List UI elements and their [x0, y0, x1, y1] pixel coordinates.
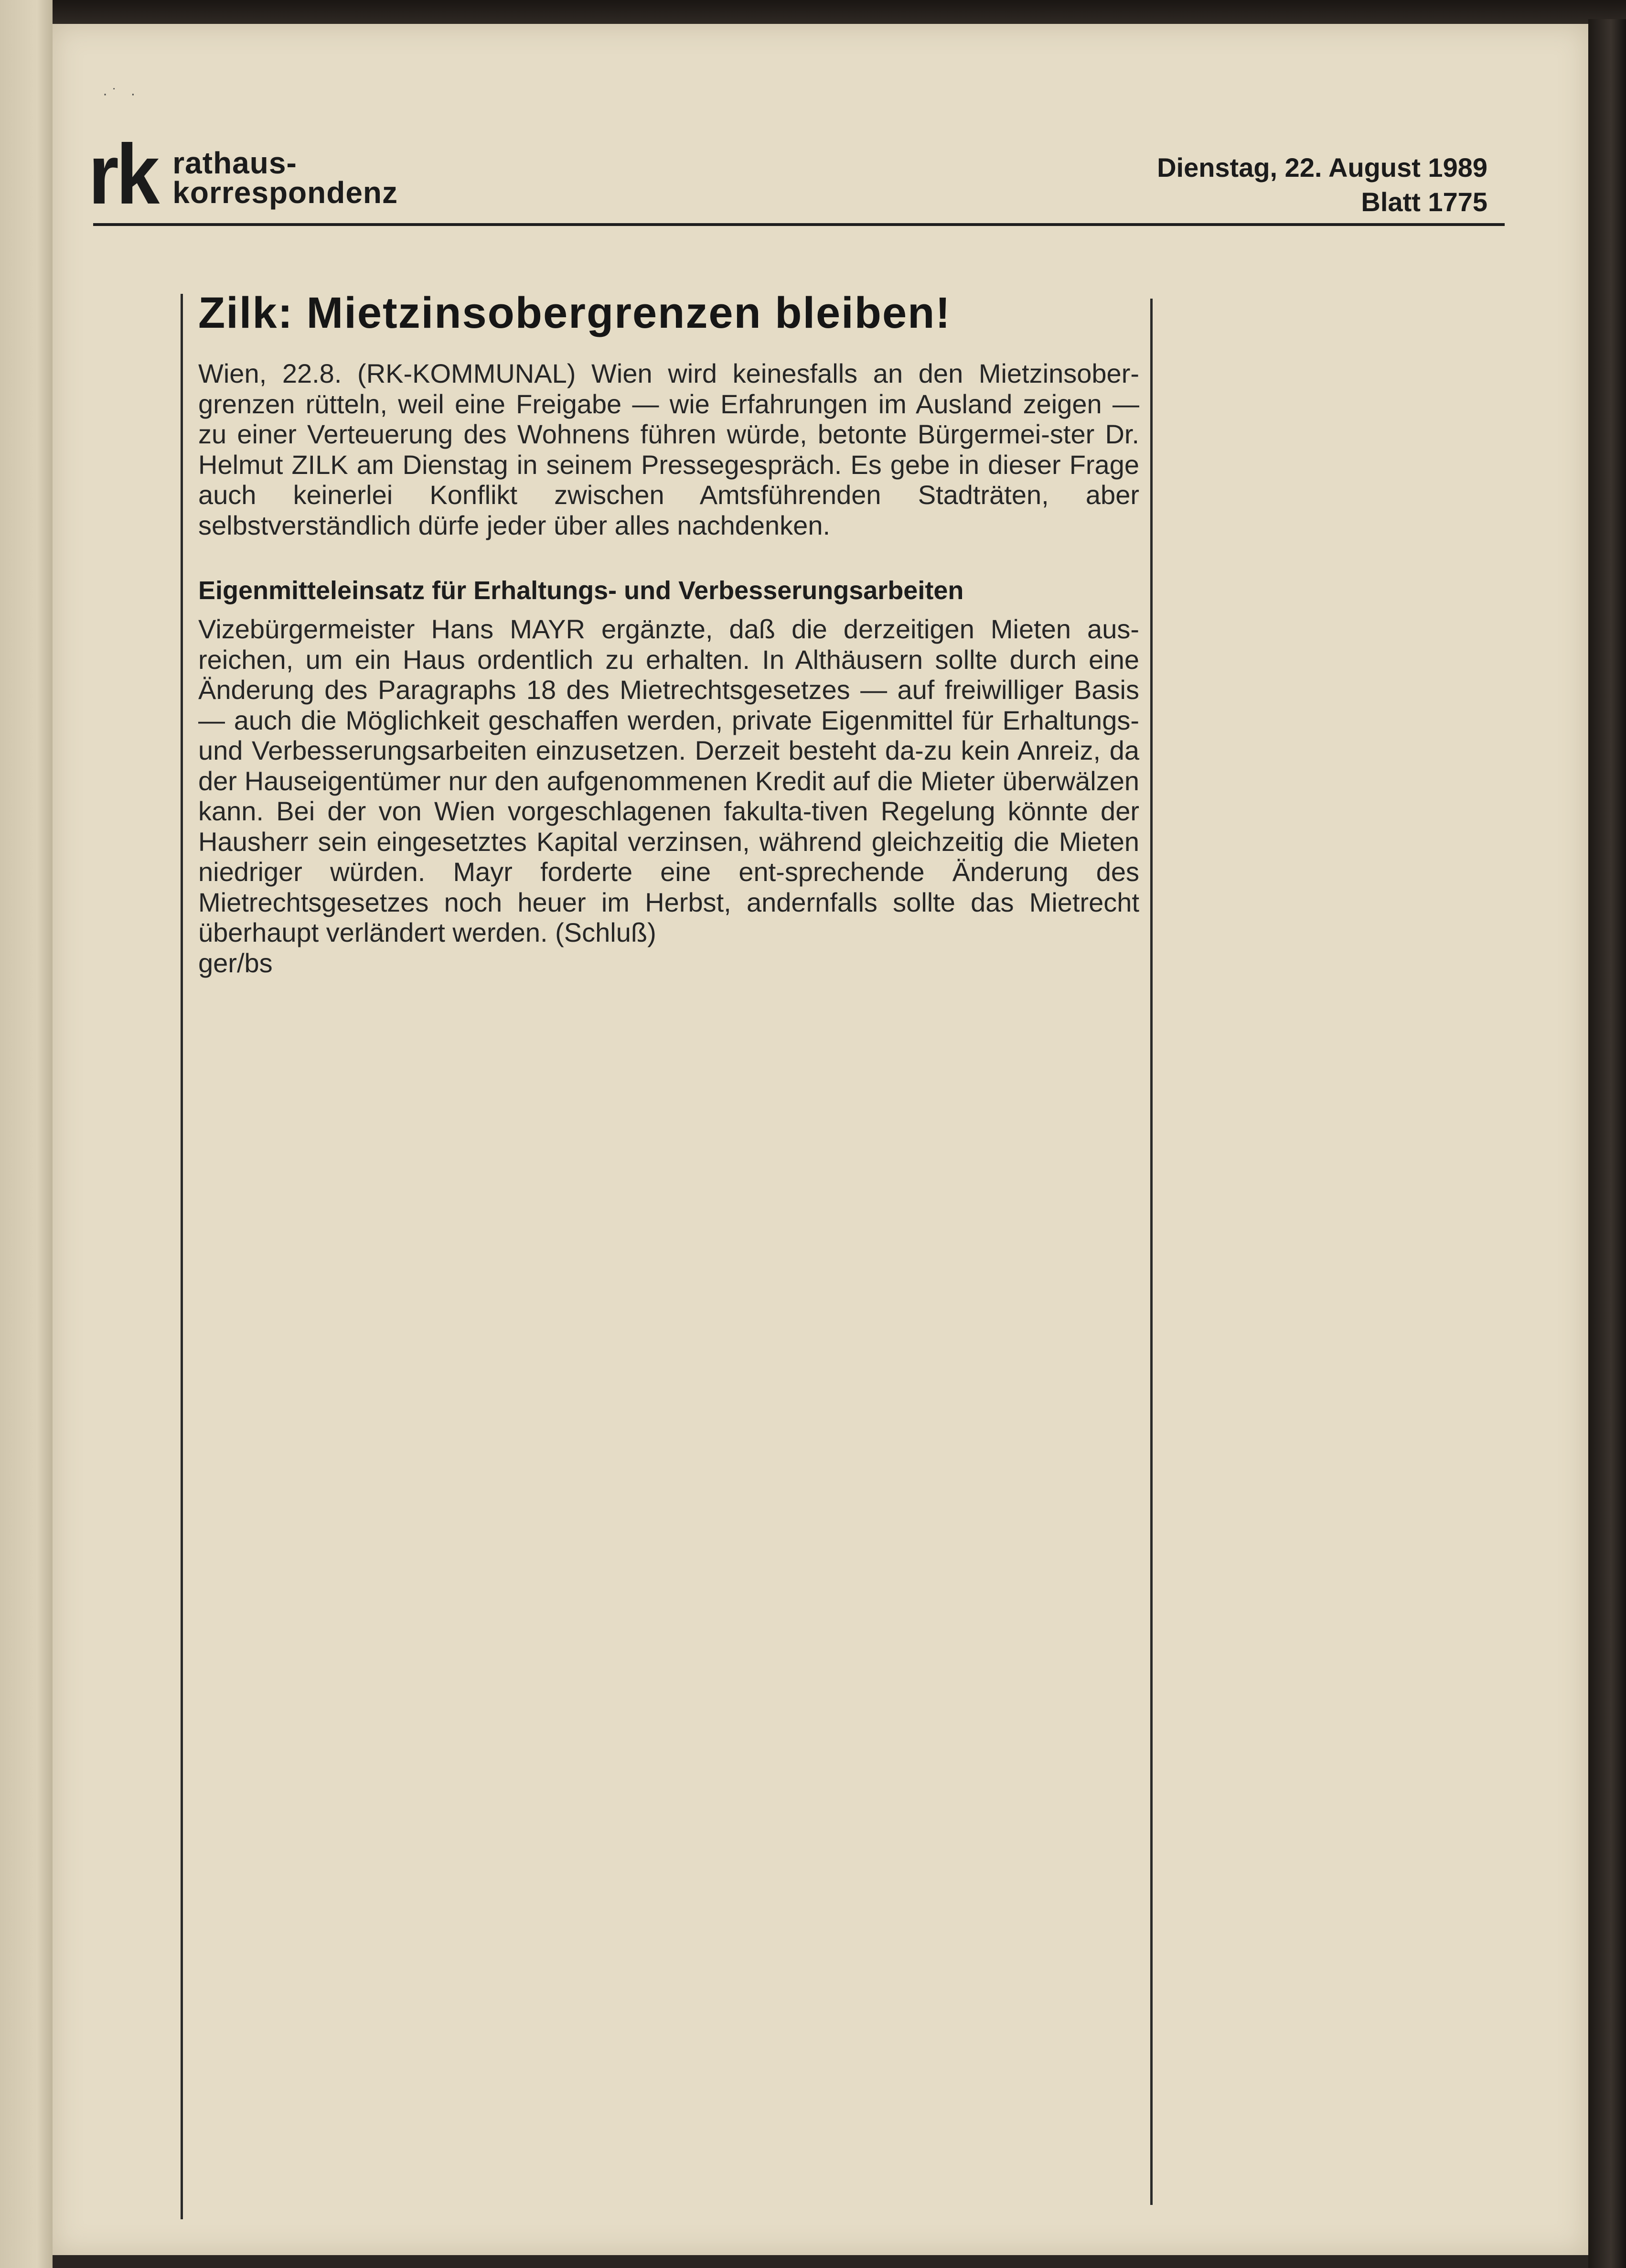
ink-specks: ·˙ ·	[103, 86, 140, 102]
article-subheading: Eigenmitteleinsatz für Erhaltungs- und Verbesserungsarbeiten	[198, 576, 964, 605]
column-rule-right	[1150, 299, 1153, 2205]
header-rule	[93, 223, 1505, 226]
logo-line-1: rathaus-	[172, 146, 297, 180]
article-headline: Zilk: Mietzinsobergrenzen bleiben!	[198, 289, 951, 337]
issue-date: Dienstag, 22. August 1989	[1157, 152, 1487, 183]
logo-mark: rk	[88, 127, 157, 222]
logo-wordmark	[172, 146, 398, 210]
header-meta	[1157, 150, 1487, 219]
article-signature: ger/bs	[198, 947, 273, 978]
logo-line-2: korrespondenz	[172, 175, 398, 210]
article	[198, 287, 1139, 978]
scan-top-border	[0, 0, 1626, 24]
column-rule-left	[181, 294, 183, 2219]
article-paragraph-2: Vizebürgermeister Hans MAYR ergänzte, daß die derzeitigen Mieten aus-reichen, um ein Haus ordentlich zu erhalten. In Althäusern sollte durch eine Änderung des Paragraphs 18 des Mietrechtsgesetzes — auf freiwilliger Basis — auch die Möglichkeit geschaffen werden, private Eigenmittel für Erhaltungs- und Verbesserungsarbeiten einzusetzen. Derzeit besteht da-zu kein Anreiz, da der Hauseigentümer nur den aufgenommenen Kredit auf die Mieter überwälzen kann. Bei der von Wien vorgeschlagenen fakulta-tiven Regelung könnte der Hausherr sein eingesetztes Kapital verzinsen, während gleichzeitig die Mieten niedriger würden. Mayr forderte eine ent-sprechende Änderung des Mietrechtsgesetzes noch heuer im Herbst, andernfalls sollte das Mietrecht überhaupt verländert werden. (Schluß)	[198, 614, 1139, 947]
scan-left-margin	[0, 0, 53, 2268]
article-paragraph-1: Wien, 22.8. (RK-KOMMUNAL) Wien wird keinesfalls an den Mietzinsober-grenzen rütteln, weil eine Freigabe — wie Erfahrungen im Ausland zeigen — zu einer Verteuerung des Wohnens führen würde, betonte Bürgermei-ster Dr. Helmut ZILK am Dienstag in seinem Pressegespräch. Es gebe in dieser Frage auch keinerlei Konflikt zwischen Amtsführenden Stadträten, aber selbstverständlich dürfe jeder über alles nachdenken.	[198, 358, 1139, 540]
scan-right-edge	[1588, 19, 1626, 2268]
rk-logo	[88, 127, 398, 222]
sheet-number: Blatt 1775	[1361, 187, 1487, 217]
